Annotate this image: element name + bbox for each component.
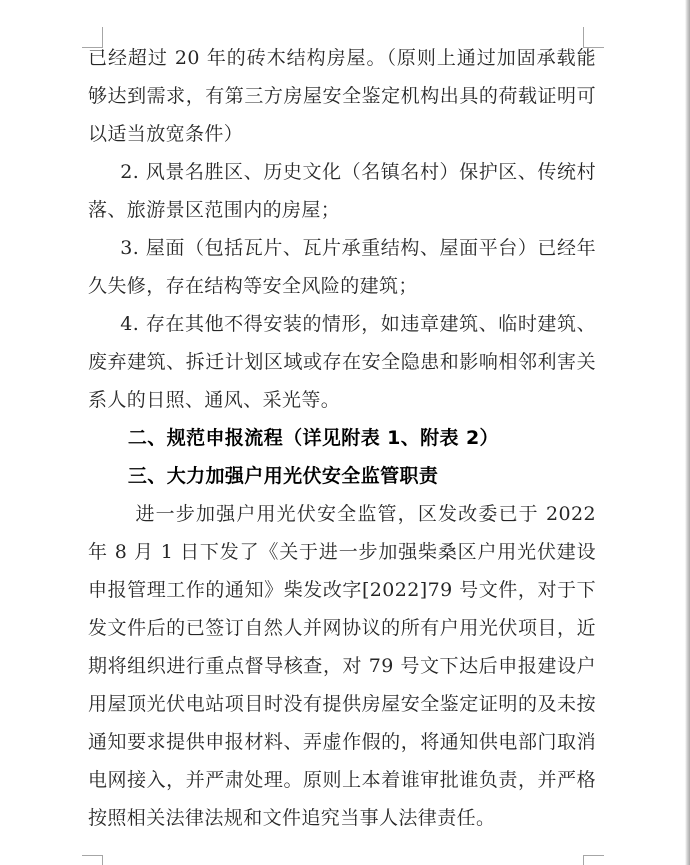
body-paragraph: 进一步加强户用光伏安全监管，区发改委已于 2022 年 8 月 1 日下发了《关于进一步加强柴桑区户用光伏建设申报管理工作的通知》柴发改字[2022]79 号文件，对于下发文件后的已签订自然人并网协议的所有户用光伏项目，近期将组织进行重点督导核查，对 79 号文下达后申报建设户用屋顶光伏电站项目时没有提供房屋安全鉴定证明的及未按通知要求提供申报材料、弄虚作假的，将通知供电部门取消电网接入，并严肃处理。原则上本着谁审批谁负责，并严格按照相关法律法规和文件追究当事人法律责任。 (88, 503, 596, 829)
document-body (88, 39, 596, 837)
margin-crop-mark-bottom-left (82, 855, 103, 865)
page-right-edge (685, 0, 690, 865)
margin-crop-mark-bottom-right (583, 855, 604, 865)
section-heading-2: 二、规范申报流程（详见附表 1、附表 2） (127, 427, 499, 449)
numbered-item-3: 3. 屋面（包括瓦片、瓦片承重结构、屋面平台）已经年久失修，存在结构等安全风险的建筑； (88, 237, 596, 297)
numbered-item-2: 2. 风景名胜区、历史文化（名镇名村）保护区、传统村落、旅游景区范围内的房屋； (88, 161, 596, 221)
section-heading-3: 三、大力加强户用光伏安全监管职责 (127, 465, 439, 487)
paragraph-continuation: 已经超过 20 年的砖木结构房屋。（原则上通过加固承载能够达到需求，有第三方房屋安全鉴定机构出具的荷载证明可以适当放宽条件） (88, 47, 596, 145)
numbered-item-4: 4. 存在其他不得安装的情形，如违章建筑、临时建筑、废弃建筑、拆迁计划区域或存在安全隐患和影响相邻利害关系人的日照、通风、采光等。 (88, 313, 596, 411)
